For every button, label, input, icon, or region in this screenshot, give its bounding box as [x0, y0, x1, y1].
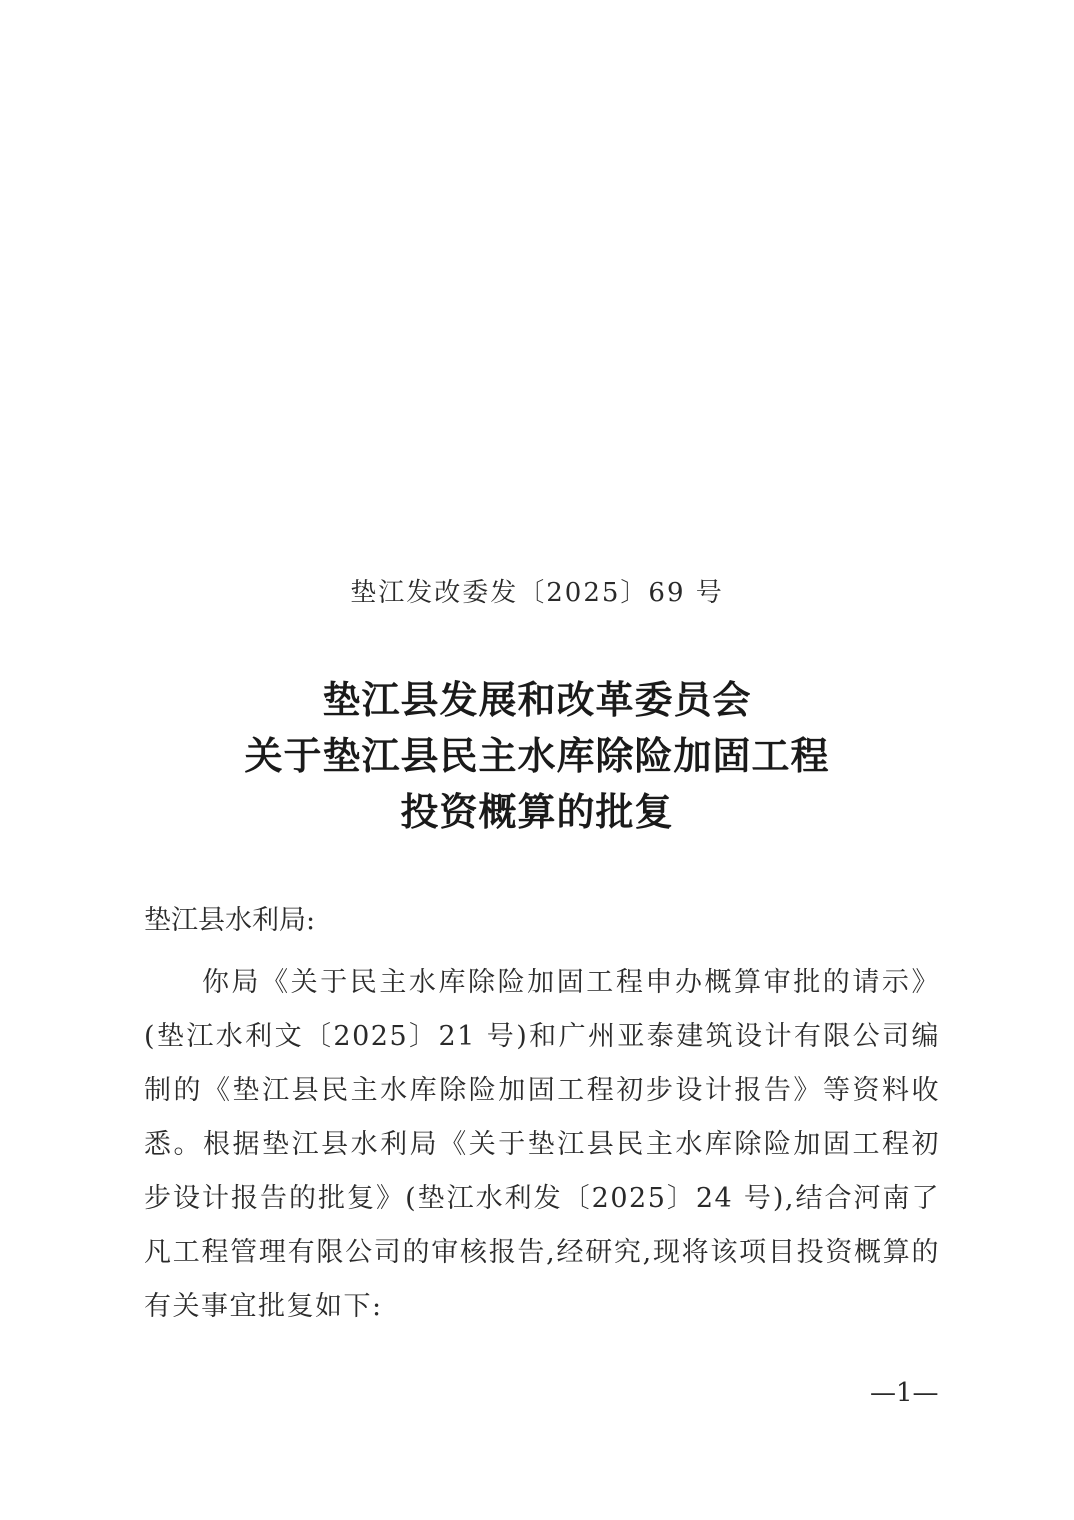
body-paragraph: 你局《关于民主水库除险加固工程申办概算审批的请示》(垫江水利文〔2025〕21 号)和广州亚泰建筑设计有限公司编制的《垫江县民主水库除险加固工程初步设计报告》等资料收悉。根据垫江县水利局《关于垫江县民主水库除险加固工程初步设计报告的批复》(垫江水利发〔2025〕24 号),结合河南了凡工程管理有限公司的审核报告,经研究,现将该项目投资概算的有关事宜批复如下: — [144, 967, 940, 1322]
document-title — [0, 672, 1074, 840]
title-line-2: 关于垫江县民主水库除险加固工程 — [244, 734, 830, 778]
title-line-1: 垫江县发展和改革委员会 — [322, 678, 752, 722]
salutation: 垫江县水利局: — [144, 905, 316, 936]
document-number: 垫江发改委发〔2025〕69 号 — [350, 578, 724, 608]
page-number: —1— — [870, 1378, 939, 1408]
title-line-3: 投资概算的批复 — [400, 790, 674, 834]
